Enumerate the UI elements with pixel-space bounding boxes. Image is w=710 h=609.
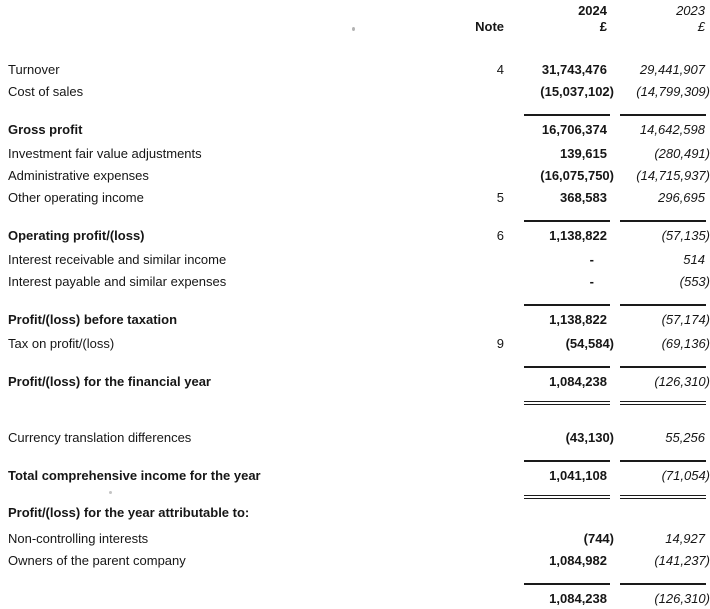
single-rule-2023 xyxy=(620,114,706,116)
rule-row xyxy=(8,460,710,462)
single-rule-2024 xyxy=(524,460,610,462)
row-value-2023: 29,441,907 xyxy=(639,62,705,77)
row-label: Currency translation differences xyxy=(8,430,192,445)
row-value-2024: 1,138,822 xyxy=(549,312,607,327)
row-label: Investment fair value adjustments xyxy=(8,146,202,161)
row-value-2023: (553) xyxy=(679,274,710,289)
table-row xyxy=(8,502,710,524)
rule-row xyxy=(8,220,710,222)
column-header-current-currency: £ xyxy=(599,19,607,34)
table-row xyxy=(8,143,710,165)
row-label: Interest receivable and similar income xyxy=(8,252,227,267)
single-rule-2024 xyxy=(524,366,610,368)
row-value-2023: (126,310) xyxy=(654,374,710,389)
single-rule-2024 xyxy=(524,583,610,585)
double-rule-2023 xyxy=(620,495,706,499)
row-value-2024: 1,084,238 xyxy=(549,374,607,389)
header-currency-row xyxy=(8,19,710,35)
table-row xyxy=(8,309,710,331)
row-label: Operating profit/(loss) xyxy=(8,228,145,243)
row-value-2023: (71,054) xyxy=(661,468,710,483)
table-row xyxy=(8,588,710,609)
row-note: 6 xyxy=(496,228,504,243)
rule-row xyxy=(8,583,710,585)
table-row xyxy=(8,550,710,572)
single-rule-2024 xyxy=(524,304,610,306)
row-value-2024: 31,743,476 xyxy=(541,62,607,77)
table-row xyxy=(8,528,710,550)
row-value-2023: (57,174) xyxy=(661,312,710,327)
column-header-note: Note xyxy=(475,19,504,34)
row-label: Total comprehensive income for the year xyxy=(8,468,261,483)
row-value-2024: - xyxy=(589,252,594,267)
single-rule-2023 xyxy=(620,583,706,585)
table-row xyxy=(8,225,710,247)
row-label: Interest payable and similar expenses xyxy=(8,274,227,289)
table-row xyxy=(8,59,710,81)
double-rule-row xyxy=(8,401,710,405)
row-value-2024: (43,130) xyxy=(565,430,614,445)
row-value-2024: 1,084,982 xyxy=(549,553,607,568)
statement-column-headers xyxy=(8,0,710,35)
row-value-2023: (14,715,937) xyxy=(636,168,710,183)
row-label: Gross profit xyxy=(8,122,83,137)
row-note: 4 xyxy=(496,62,504,77)
table-row xyxy=(8,165,710,187)
double-rule-2023 xyxy=(620,401,706,405)
single-rule-2023 xyxy=(620,366,706,368)
row-label: Owners of the parent company xyxy=(8,553,186,568)
row-value-2023: 14,642,598 xyxy=(639,122,705,137)
table-row xyxy=(8,465,710,487)
row-note: 5 xyxy=(496,190,504,205)
table-row xyxy=(8,81,710,103)
row-value-2024: 16,706,374 xyxy=(541,122,607,137)
row-value-2023: 14,927 xyxy=(665,531,705,546)
row-label: Administrative expenses xyxy=(8,168,149,183)
row-label: Profit/(loss) for the year attributable to: xyxy=(8,505,250,520)
row-value-2024: 1,138,822 xyxy=(549,228,607,243)
scan-artifact-dot xyxy=(352,27,355,31)
row-value-2023: (57,135) xyxy=(661,228,710,243)
column-header-prior-currency: £ xyxy=(697,19,705,34)
rule-row xyxy=(8,114,710,116)
table-row xyxy=(8,271,710,293)
row-value-2024: 1,084,238 xyxy=(549,591,607,606)
single-rule-2023 xyxy=(620,460,706,462)
single-rule-2024 xyxy=(524,114,610,116)
single-rule-2024 xyxy=(524,220,610,222)
row-value-2023: (126,310) xyxy=(654,591,710,606)
row-value-2024: 139,615 xyxy=(560,146,607,161)
row-label: Other operating income xyxy=(8,190,144,205)
row-value-2023: 296,695 xyxy=(658,190,705,205)
row-label: Cost of sales xyxy=(8,84,84,99)
double-rule-2024 xyxy=(524,401,610,405)
row-value-2023: (69,136) xyxy=(661,336,710,351)
row-label: Turnover xyxy=(8,62,60,77)
row-value-2024: - xyxy=(589,274,594,289)
row-label: Profit/(loss) before taxation xyxy=(8,312,178,327)
column-header-current-year: 2024 xyxy=(578,3,607,18)
column-header-prior-year: 2023 xyxy=(676,3,705,18)
row-value-2024: 1,041,108 xyxy=(549,468,607,483)
row-label: Non-controlling interests xyxy=(8,531,149,546)
row-value-2023: (141,237) xyxy=(654,553,710,568)
row-value-2023: 55,256 xyxy=(665,430,705,445)
rule-row xyxy=(8,304,710,306)
row-label: Profit/(loss) for the financial year xyxy=(8,374,211,389)
table-row xyxy=(8,371,710,393)
row-value-2024: (16,075,750) xyxy=(540,168,614,183)
row-value-2024: (15,037,102) xyxy=(540,84,614,99)
single-rule-2023 xyxy=(620,304,706,306)
header-year-row xyxy=(8,3,710,19)
table-row xyxy=(8,333,710,355)
single-rule-2023 xyxy=(620,220,706,222)
double-rule-row xyxy=(8,495,710,499)
row-value-2023: (14,799,309) xyxy=(636,84,710,99)
table-row xyxy=(8,249,710,271)
row-value-2024: 368,583 xyxy=(560,190,607,205)
row-value-2024: (744) xyxy=(583,531,614,546)
row-value-2023: (280,491) xyxy=(654,146,710,161)
double-rule-2024 xyxy=(524,495,610,499)
row-value-2024: (54,584) xyxy=(565,336,614,351)
rule-row xyxy=(8,366,710,368)
table-row xyxy=(8,119,710,141)
scan-artifact-dot xyxy=(109,491,112,494)
row-note: 9 xyxy=(496,336,504,351)
table-row xyxy=(8,427,710,449)
row-label: Tax on profit/(loss) xyxy=(8,336,115,351)
statement-table xyxy=(8,59,710,609)
row-value-2023: 514 xyxy=(683,252,705,267)
table-row xyxy=(8,187,710,209)
